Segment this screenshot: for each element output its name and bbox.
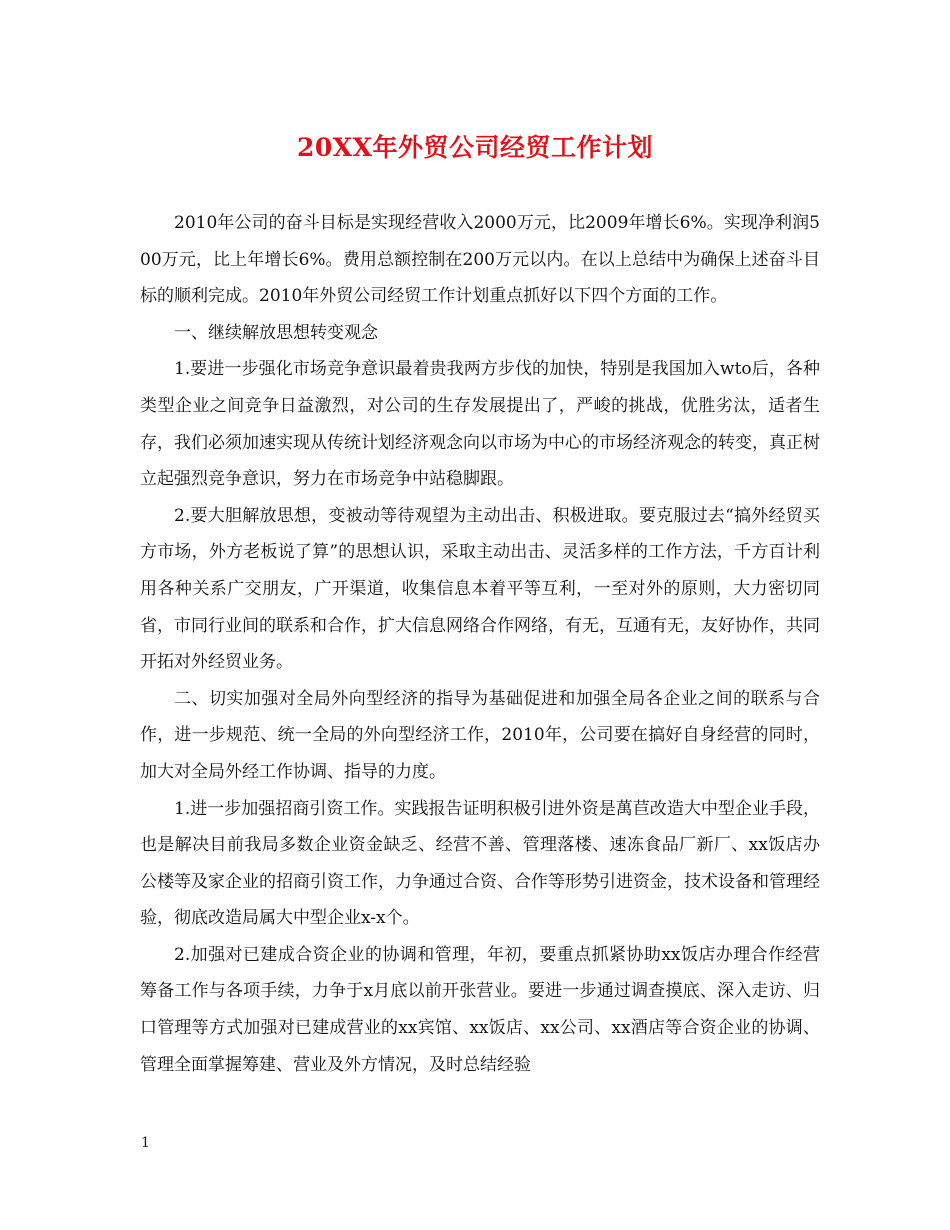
section-heading-2: 二、切实加强对全局外向型经济的指导为基础促进和加强全局各企业之间的联系与合作，进一步规范、统一全局的外向型经济工作，2010年，公司要在搞好自身经营的同时，加大对全局外经工作协调、指导的力度。 [140,688,820,782]
paragraph-2-2: 2.加强对已建成合资企业的协调和管理，年初，要重点抓紧协助xx饭店办理合作经营筹备工作与各项手续，力争于x月底以前开张营业。要进一步通过调查摸底、深入走访、归口管理等方式加强对已建成营业的xx宾馆、xx饭店、xx公司、xx酒店等合资企业的协调、管理全面掌握筹建、营业及外方情况，及时总结经验 [140,944,820,1075]
paragraph-2-1: 1.进一步加强招商引资工作。实践报告证明积极引进外资是萬苣改造大中型企业手段，也是解决目前我局多数企业资金缺乏、经营不善、管理落楼、速冻食品厂新厂、xx饭店办公楼等及家企业的招商引资工作，力争通过合资、合作等形势引进资金，技术设备和管理经验，彻底改造局属大中型企业x-x个。 [140,798,820,929]
paragraph-1-2: 2.要大胆解放思想，变被动等待观望为主动出击、积极进取。要克服过去“搞外经贸买方市场，外方老板说了算”的思想认识，采取主动出击、灵活多样的工作方法，千方百计利用各种关系广交朋友，广开渠道，收集信息本着平等互利，一至对外的原则，大力密切同省，市同行业间的联系和合作，扩大信息网络合作网络，有无，互通有无，友好协作，共同开拓对外经贸业务。 [140,505,820,673]
document-title: 20XX年外贸公司经贸工作计划 [296,133,654,162]
section-heading-1: 一、继续解放思想转变观念 [174,322,378,343]
paragraph-1-1: 1.要进一步强化市场竞争意识最着贵我两方步伐的加快，特别是我国加入wto后，各种类型企业之间竞争日益激烈，对公司的生存发展提出了，严峻的挑战，优胜劣汰，适者生存，我们必须加速实现从传统计划经济观念向以市场为中心的市场经济观念的转变，真正树立起强烈竞争意识，努力在市场竞争中站稳脚跟。 [140,359,820,490]
paragraph-intro: 2010年公司的奋斗目标是实现经营收入2000万元，比2009年增长6%。实现净利润500万元，比上年增长6%。费用总额控制在200万元以内。在以上总结中为确保上述奋斗目标的顺利完成。2010年外贸公司经贸工作计划重点抓好以下四个方面的工作。 [140,213,820,307]
document-body [140,205,820,1083]
page-number: 1 [141,1135,150,1151]
